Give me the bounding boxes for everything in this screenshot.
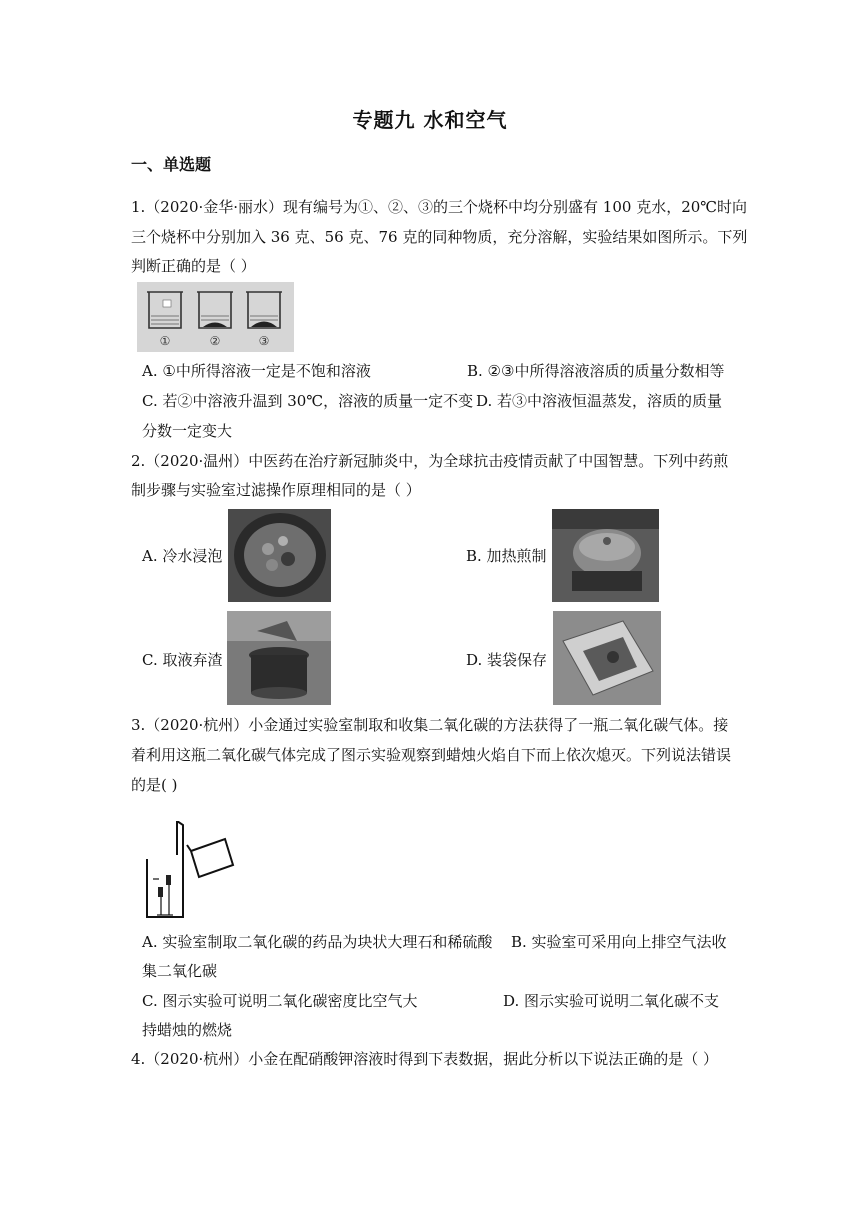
q2-photo-decocting bbox=[552, 509, 659, 602]
section-heading: 一、单选题 bbox=[131, 155, 212, 174]
q1-figure-label-3: ③ bbox=[258, 334, 270, 348]
q1-option-d: D. 若③中溶液恒温蒸发，溶质的质量 bbox=[476, 392, 723, 410]
q2-option-a: A. 冷水浸泡 bbox=[142, 547, 223, 565]
q3-option-b: B. 实验室可采用向上排空气法收 bbox=[511, 933, 727, 951]
q1-stem-line1: 1.（2020·金华·丽水）现有编号为①、②、③的三个烧杯中均分别盛有 100 克水，20℃时向 bbox=[131, 198, 748, 216]
q1-option-c: C. 若②中溶液升温到 30℃，溶液的质量一定不变 bbox=[142, 392, 474, 410]
q1-option-b: B. ②③中所得溶液溶质的质量分数相等 bbox=[467, 362, 725, 380]
q2-stem-line1: 2.（2020·温州）中医药在治疗新冠肺炎中，为全球抗击疫情贡献了中国智慧。下列中药煎 bbox=[131, 452, 729, 470]
q1-beakers-figure bbox=[137, 282, 294, 352]
q1-stem-line2: 三个烧杯中分别加入 36 克、56 克、76 克的同种物质，充分溶解，实验结果如图所示。下列 bbox=[131, 228, 748, 246]
q1-figure-label-2: ② bbox=[209, 334, 221, 348]
q3-option-a: A. 实验室制取二氧化碳的药品为块状大理石和稀硫酸 bbox=[142, 933, 493, 951]
q2-photo-filtering bbox=[227, 611, 331, 705]
q3-candle-experiment-figure bbox=[141, 821, 237, 921]
q3-stem-line2: 着利用这瓶二氧化碳气体完成了图示实验观察到蜡烛火焰自下而上依次熄灭。下列说法错误 bbox=[131, 746, 732, 764]
q3-option-d: D. 图示实验可说明二氧化碳不支 bbox=[503, 992, 720, 1010]
q3-option-d-cont: 持蜡烛的燃烧 bbox=[142, 1021, 233, 1039]
q4-stem-line1: 4.（2020·杭州）小金在配硝酸钾溶液时得到下表数据，据此分析以下说法正确的是（ ） bbox=[131, 1050, 719, 1068]
q2-option-d: D. 装袋保存 bbox=[466, 651, 548, 669]
q1-option-a: A. ①中所得溶液一定是不饱和溶液 bbox=[142, 362, 371, 380]
q2-photo-bagging bbox=[553, 611, 661, 705]
q3-option-b-cont: 集二氧化碳 bbox=[142, 962, 218, 980]
q2-option-b: B. 加热煎制 bbox=[466, 547, 547, 565]
q1-option-d-cont: 分数一定变大 bbox=[142, 422, 233, 440]
q3-option-c: C. 图示实验可说明二氧化碳密度比空气大 bbox=[142, 992, 418, 1010]
q3-stem-line1: 3.（2020·杭州）小金通过实验室制取和收集二氧化碳的方法获得了一瓶二氧化碳气体。接 bbox=[131, 716, 729, 734]
q2-photo-soaking bbox=[228, 509, 331, 602]
q3-stem-line3: 的是( ) bbox=[131, 776, 178, 794]
q1-stem-line3: 判断正确的是（ ） bbox=[131, 257, 256, 275]
q2-stem-line2: 制步骤与实验室过滤操作原理相同的是（ ） bbox=[131, 481, 421, 499]
q1-figure-label-1: ① bbox=[159, 334, 171, 348]
page-title: 专题九 水和空气 bbox=[352, 108, 508, 132]
q2-option-c: C. 取液弃渣 bbox=[142, 651, 223, 669]
